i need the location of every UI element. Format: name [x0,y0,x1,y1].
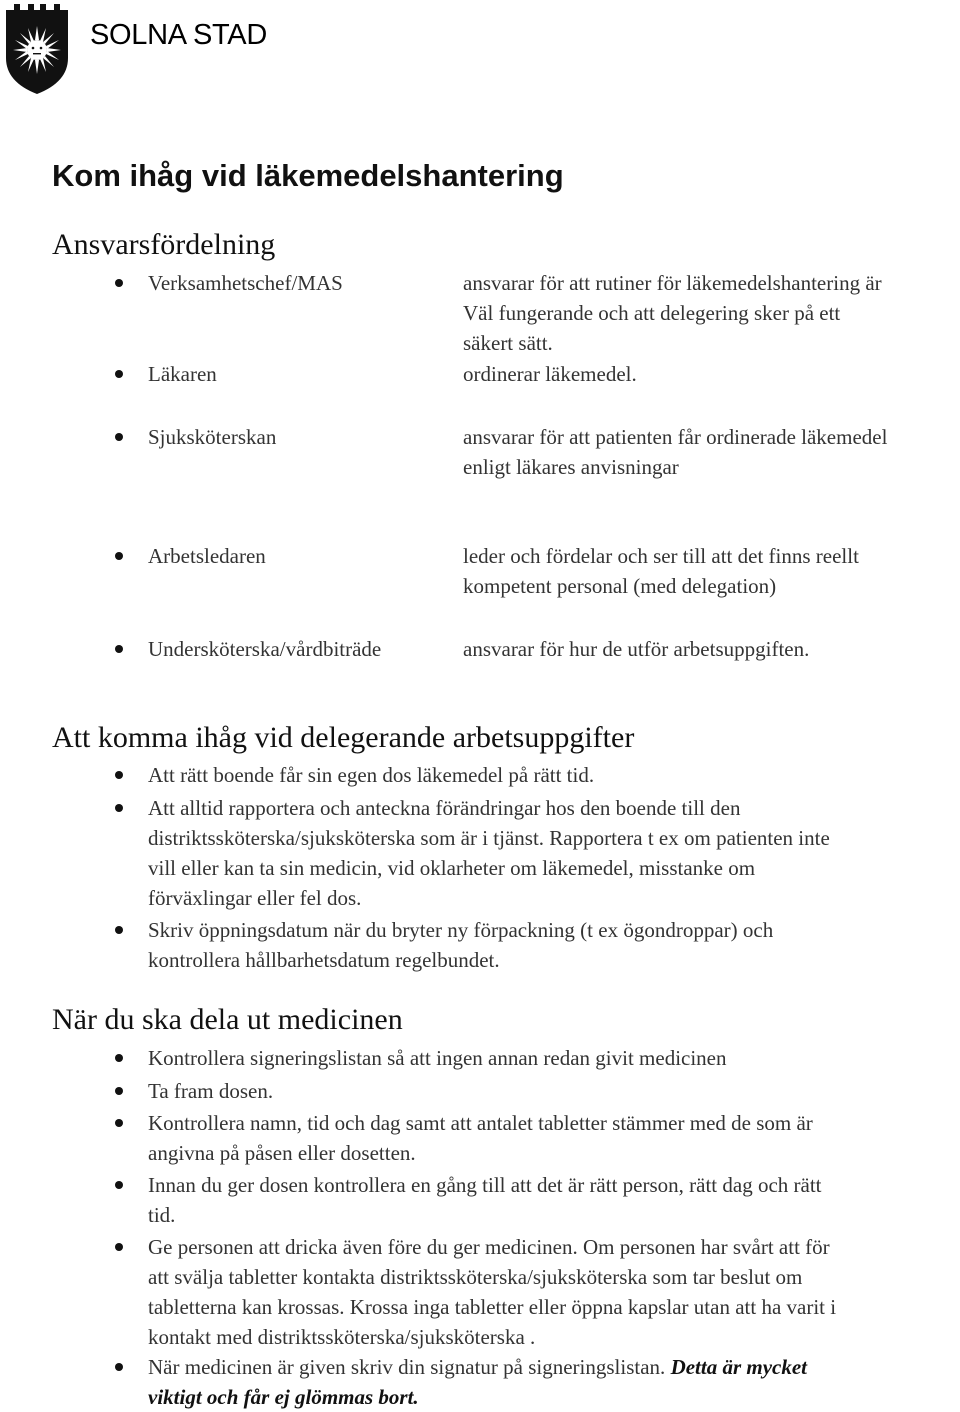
role-description: ansvarar för att patienten får ordinerade läkemedel enligt läkares anvisningar [463,425,888,479]
list-item-text: Kontrollera signeringslistan så att ingen annan redan givit medicinen [148,1046,727,1070]
bullet-icon [115,926,123,934]
bullet-icon [115,1087,123,1095]
role-description: ordinerar läkemedel. [463,362,637,386]
list-item-text [148,1352,953,1412]
important-note: Detta är mycket [670,1355,808,1379]
bullet-icon [115,1119,123,1127]
list-item-text: Att rätt boende får sin egen dos läkemedel på rätt tid. [148,763,595,787]
organization-name: SOLNA STAD [90,19,267,51]
bullet-icon [115,1363,123,1371]
list-item-text: Innan du ger dosen kontrollera en gång till att det är rätt person, rätt dag och rätt tid. [148,1173,822,1227]
bullet-icon [115,1054,123,1062]
bullet-icon [115,771,123,779]
bullet-icon [115,804,123,812]
section-heading-distribute-medicine: När du ska dela ut medicinen [52,1003,403,1036]
list-item-text: Kontrollera namn, tid och dag samt att antalet tabletter stämmer med de som är angivna på påsen eller dosetten. [148,1111,813,1165]
page-title: Kom ihåg vid läkemedelshantering [52,158,564,193]
bullet-icon [115,645,123,653]
role-label: Verksamhetschef/MAS [148,271,343,295]
list-item-text: Ta fram dosen. [148,1079,274,1103]
role-description: leder och fördelar och ser till att det finns reellt kompetent personal (med delegation) [463,544,859,598]
role-label: Sjuksköterskan [148,425,277,449]
list-item-text: Att alltid rapportera och anteckna förändringar hos den boende till den distriktssköterska/sjuksköterska som är i tjänst. Rapportera t ex om patienten inte vill eller kan ta sin medicin, vid oklarheter om läkemedel, misstanke om förväxlingar eller fel dos. [148,796,830,910]
signature-instruction: När medicinen är given skriv din signatur på signeringslistan. [148,1355,666,1379]
bullet-icon [115,370,123,378]
role-description: ansvarar för hur de utför arbetsuppgiften. [463,637,810,661]
bullet-icon [115,279,123,287]
bullet-icon [115,1181,123,1189]
section-heading-responsibilities: Ansvarsfördelning [52,228,276,261]
bullet-icon [115,552,123,560]
list-item-text: Skriv öppningsdatum när du bryter ny förpackning (t ex ögondroppar) och kontrollera hållbarhetsdatum regelbundet. [148,918,774,972]
bullet-icon [115,433,123,441]
role-label: Undersköterska/vårdbiträde [148,637,382,661]
section-heading-delegated-tasks: Att komma ihåg vid delegerande arbetsuppgifter [52,721,635,754]
bullet-icon [115,1243,123,1251]
role-label: Läkaren [148,362,217,386]
important-note: viktigt och får ej glömmas bort. [148,1385,419,1409]
list-item-text: Ge personen att dricka även före du ger medicinen. Om personen har svårt att för att svälja tabletter kontakta distriktssköterska/sjuksköterska som tar beslut om tabletterna kan krossas. Krossa inga tabletter eller öppna kapslar utan att ha varit i kontakt med distriktssköterska/sjuksköterska . [148,1235,837,1349]
role-label: Arbetsledaren [148,544,266,568]
solna-coat-of-arms-logo [4,0,70,96]
role-description: ansvarar för att rutiner för läkemedelshantering är Väl fungerande och att delegering sker på ett säkert sätt. [463,271,882,355]
